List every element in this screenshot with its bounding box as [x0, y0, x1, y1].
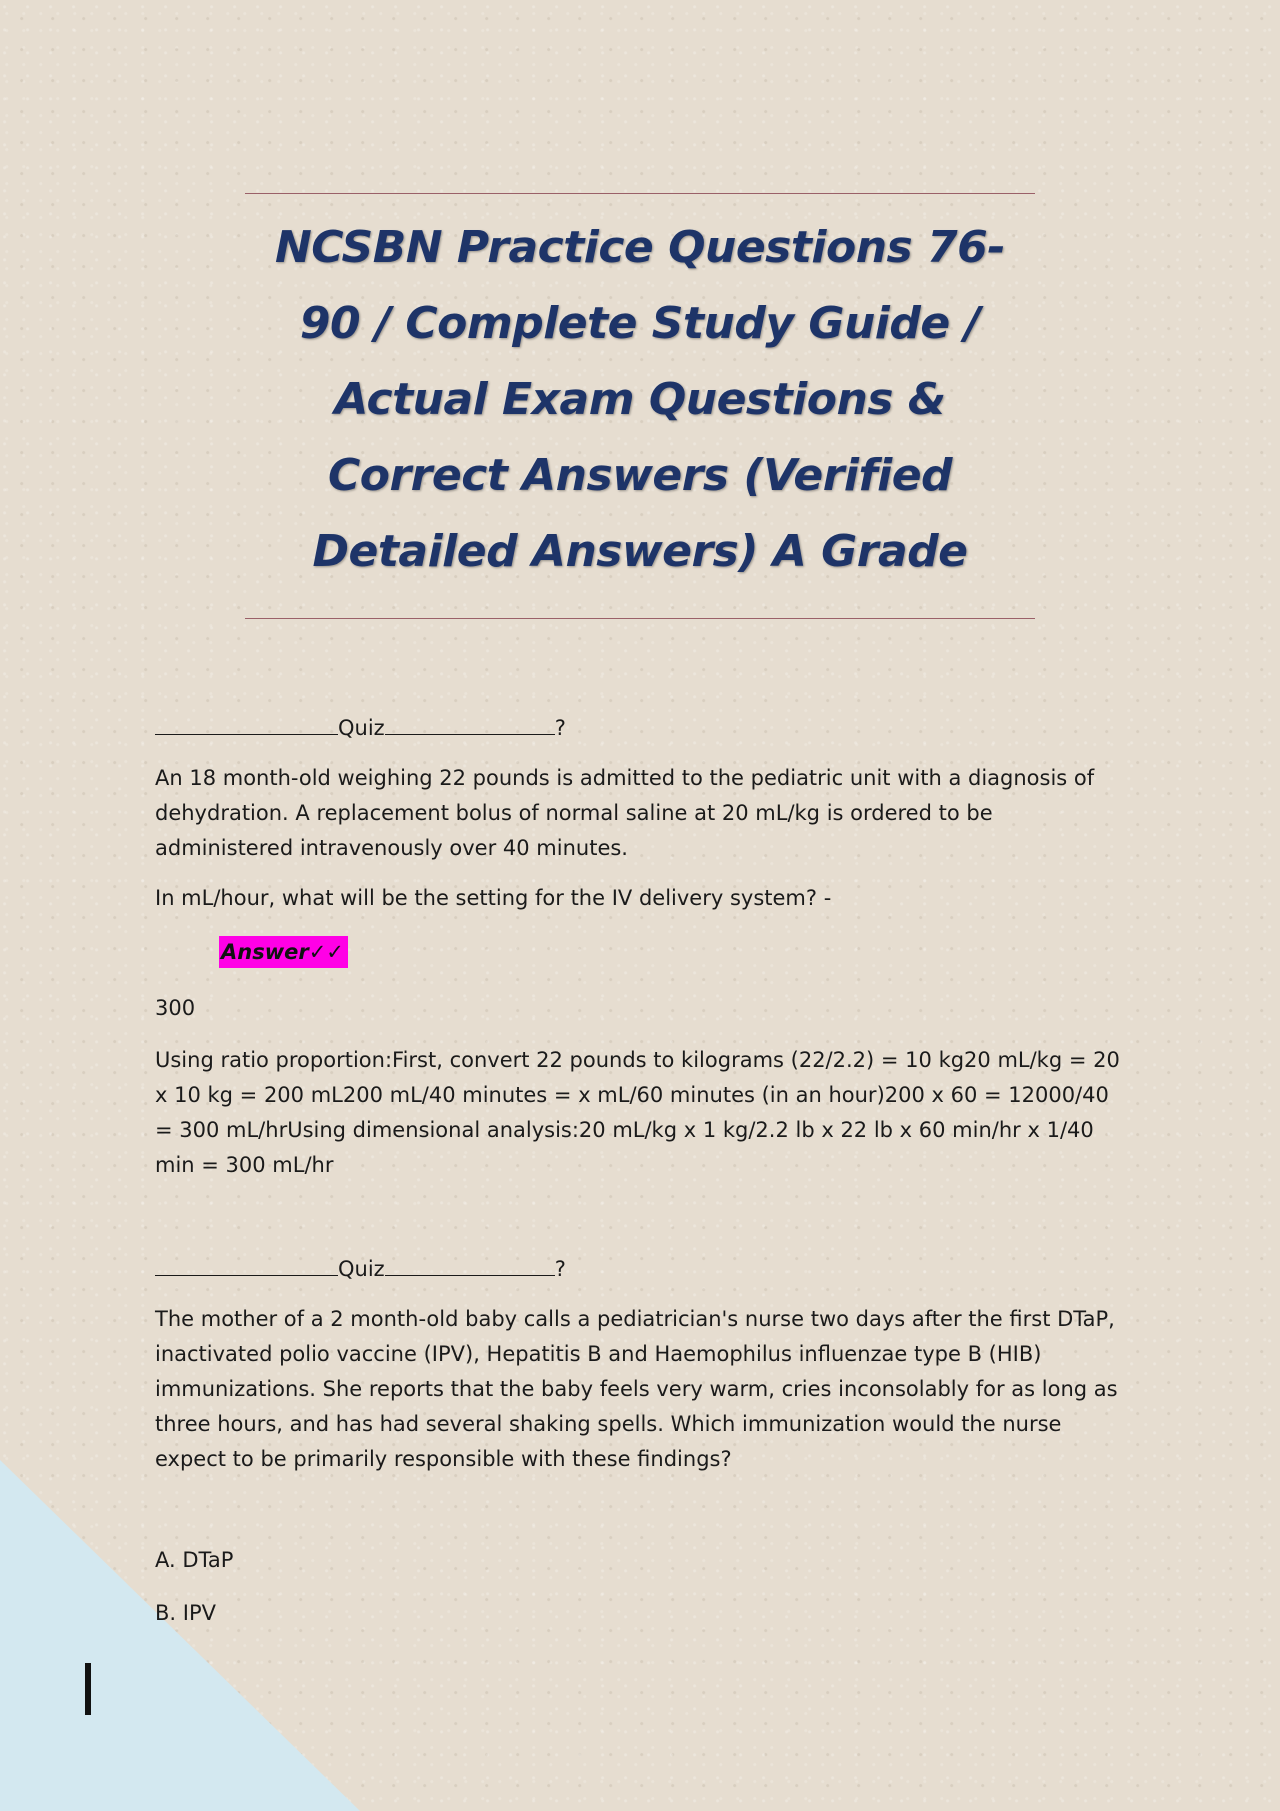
option-b [155, 1596, 1125, 1631]
question-2-body: The mother of a 2 month-old baby calls a pediatrician's nurse two days after the first DTaP, inactivated polio vaccine (IPV), Hepatitis B and Haemophilus influenzae type B (HIB) immunizations. She reports that the baby feels very warm, cries inconsolably for as long as three hours, and has had several shaking spells. Which immunization would the nurse expect to be primarily responsible with these findings? [155, 1307, 1118, 1471]
option-a [155, 1543, 1125, 1578]
question-1-prompt [155, 881, 1125, 916]
question-1-prompt-text: In mL/hour, what will be the setting for the IV delivery system? - [155, 886, 832, 910]
question-1-text [155, 761, 1125, 866]
question-1-body: An 18 month-old weighing 22 pounds is admitted to the pediatric unit with a diagnosis of dehydration. A replacement bolus of normal saline at 20 mL/kg is ordered to be administered intravenously over 40 minutes. [155, 766, 1095, 860]
quiz-blank-left [155, 712, 338, 735]
quiz-label: Quiz [338, 1257, 385, 1281]
quiz-suffix: ? [554, 716, 566, 740]
quiz-blank-left [155, 1253, 338, 1276]
question-1-explanation [155, 1043, 1125, 1183]
title-top-rule [245, 193, 1035, 194]
quiz-blank-right [385, 1253, 555, 1276]
quiz-heading-1 [155, 712, 566, 743]
question-1-answer [155, 991, 1125, 1026]
decorative-corner-triangle [0, 1460, 360, 1811]
quiz-suffix: ? [554, 1257, 566, 1281]
question-1-explanation-text: Using ratio proportion:First, convert 22 pounds to kilograms (22/2.2) = 10 kg20 mL/kg = 20 x 10 kg = 200 mL200 mL/40 minutes = x mL/60 minutes (in an hour)200 x 60 = 12000/40 = 300 mL/hrUsing dimensional analysis:20 mL/kg x 1 kg/2.2 lb x 22 lb x 60 min/hr x 1/40 min = 300 mL/hr [155, 1048, 1120, 1177]
question-1-answer-value: 300 [155, 996, 196, 1020]
quiz-heading-2 [155, 1253, 566, 1284]
document-title: NCSBN Practice Questions 76-90 / Complete Study Guide / Actual Exam Questions & Correct Answers (Verified Detailed Answers) A Grade [274, 222, 1006, 577]
title-bottom-rule [245, 618, 1035, 619]
option-a-text: A. DTaP [155, 1548, 234, 1572]
decorative-corner-bar [85, 1663, 91, 1715]
question-2-text [155, 1302, 1125, 1477]
quiz-label: Quiz [338, 716, 385, 740]
quiz-blank-right [385, 712, 555, 735]
answer-badge: Answer✓✓ [219, 936, 348, 968]
option-b-text: B. IPV [155, 1601, 216, 1625]
